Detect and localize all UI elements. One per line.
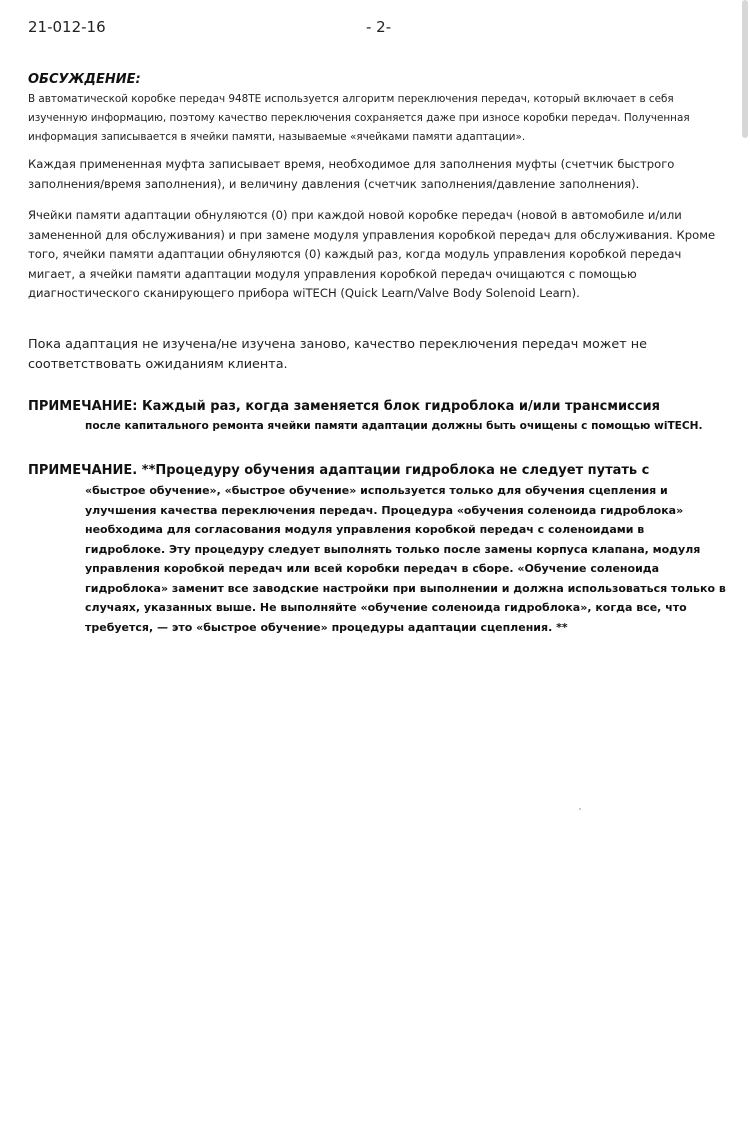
discussion-paragraph-2: Каждая примененная муфта записывает время, необходимое для заполнения муфты (счетчик быстрого заполнения/время заполнения), и величину давления (счетчик заполнения/давление заполнения). bbox=[28, 157, 675, 191]
note-2-body: «быстрое обучение», «быстрое обучение» используется только для обучения сцепления и улучшения качества переключения передач. Процедура «обучения соленоида гидроблока» необходима для согласования модуля управления коробкой передач с соленоидами в гидроблоке. Эту процедуру следует выполнять только после замены корпуса клапана, модуля управления коробкой передач или всей коробки передач в сборе. «Обучение соленоида гидроблока» заменит все заводские настройки при выполнении и должна использоваться только в случаях, указанных выше. Не выполняйте «обучение соленоида гидроблока», когда все, что требуется, — это «быстрое обучение» процедуры адаптации сцепления. ** bbox=[85, 484, 726, 634]
note-2-heading: ПРИМЕЧАНИЕ. **Процедуру обучения адаптации гидроблока не следует путать с bbox=[28, 463, 650, 478]
discussion-paragraph-1: В автоматической коробке передач 948TE используется алгоритм переключения передач, который включает в себя изученную информацию, поэтому качество переключения сохраняется даже при износе коробки передач. Полученная информация записывается в ячейки памяти, называемые «ячейками памяти адаптации». bbox=[28, 93, 690, 143]
note-1-body: после капитального ремонта ячейки памяти адаптации должны быть очищены с помощью wiTECH. bbox=[85, 419, 703, 432]
note-block-1 bbox=[28, 397, 728, 437]
discussion-paragraph-3: Ячейки памяти адаптации обнуляются (0) при каждой новой коробке передач (новой в автомобиле и/или замененной для обслуживания) и при замене модуля управления коробкой передач для обслуживания. Кроме того, ячейки памяти адаптации обнуляются (0) каждый раз, когда модуль управления коробкой передач мигает, а ячейки памяти адаптации модуля управления коробкой передач очищаются с помощью диагностического сканирующего прибора wiTECH (Quick Learn/Valve Body Solenoid Learn). bbox=[28, 208, 716, 300]
document-id: 21-012-16 bbox=[28, 18, 106, 36]
scrollbar-thumb[interactable] bbox=[742, 0, 748, 138]
note-1-heading: ПРИМЕЧАНИЕ: Каждый раз, когда заменяется блок гидроблока и/или трансмиссия bbox=[28, 398, 660, 414]
note-block-2 bbox=[28, 461, 728, 637]
document-body bbox=[28, 72, 728, 637]
scan-artifact bbox=[579, 808, 581, 810]
discussion-paragraph-4: Пока адаптация не изучена/не изучена заново, качество переключения передач может не соответствовать ожиданиям клиента. bbox=[28, 336, 648, 372]
page-number: - 2- bbox=[366, 18, 392, 36]
discussion-title: ОБСУЖДЕНИЕ: bbox=[28, 72, 141, 87]
